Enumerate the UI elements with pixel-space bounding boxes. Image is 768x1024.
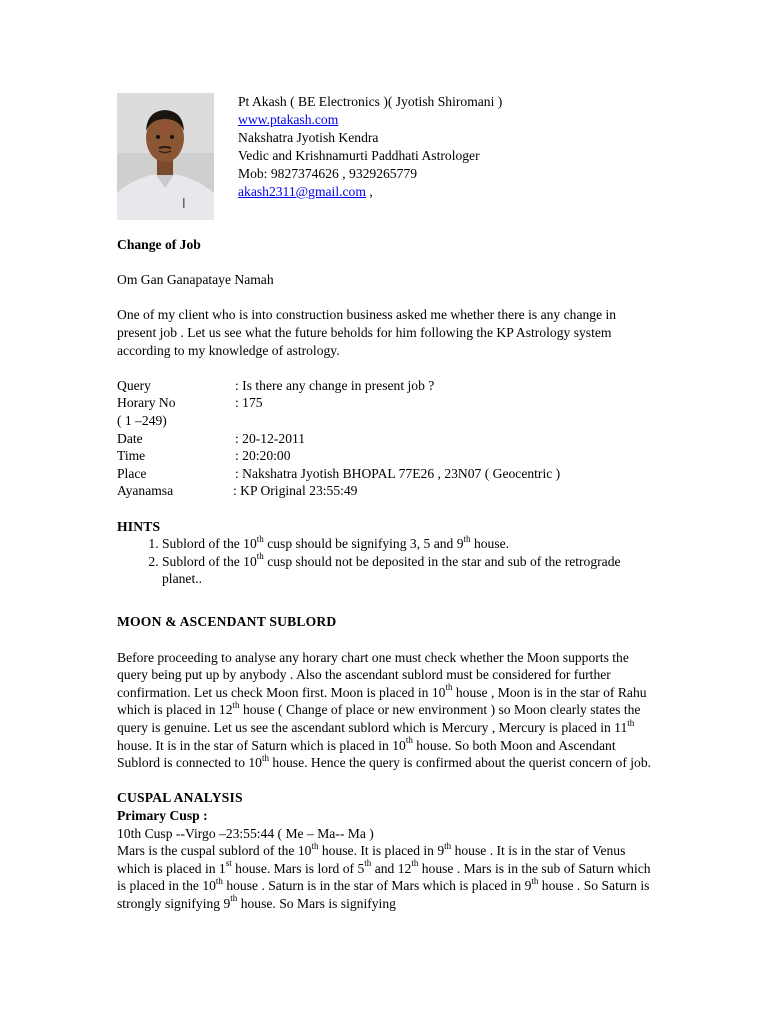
moon-paragraph: Before proceeding to analyse any horary chart one must check whether the Moon supports the query being put up by anybody . Also the ascendant sublord must be considered for further confirmation. Let us check Moon first. Moon is placed in 10th house , Moon is in the star of Rahu which is placed in 12th house ( Change of place or new environment ) so Moon clearly states the query is genuine. Let us see the ascendant sublord which is Mercury , Mercury is placed in 11th house. It is in the star of Saturn which is placed in 10th house. So both Moon and Ascendant Sublord is connected to 10th house. Hence the query is confirmed about the querist concern of job. [117,649,652,771]
hints-heading: HINTS [117,518,161,534]
author-photo [117,93,214,220]
cusp-line: 10th Cusp --Virgo –23:55:44 ( Me – Ma-- Ma ) [117,825,374,841]
time-value: : 20:20:00 [235,448,291,464]
cuspal-paragraph: Mars is the cuspal sublord of the 10th house. It is placed in 9th house . It is in the star of Venus which is placed in 1st house. Mars is lord of 5th and 12th house . Mars is in the sub of Saturn which is placed in the 10th house . Saturn is in the star of Mars which is placed in 9th house . So Saturn is strongly signifying 9th house. So Mars is signifying [117,840,651,911]
portrait-image [117,93,214,220]
query-label: Query [117,377,151,393]
horary-value: : 175 [235,395,263,411]
author-name: Pt Akash ( BE Electronics )( Jyotish Shiromani ) [238,94,503,109]
date-label: Date [117,430,143,446]
mobile-numbers: Mob: 9827374626 , 9329265779 [238,166,417,181]
organization: Nakshatra Jyotish Kendra [238,130,379,145]
horary-label: Horary No [117,395,176,411]
document-body [117,236,652,913]
query-value: : Is there any change in present job ? [235,377,435,393]
moon-heading: MOON & ASCENDANT SUBLORD [117,614,337,630]
email-link[interactable]: akash2311@gmail.com [238,184,366,199]
email-suffix: , [365,184,373,199]
hints-list [117,535,652,588]
document-title: Change of Job [117,237,201,252]
author-role: Vedic and Krishnamurti Paddhati Astrologer [238,148,480,163]
hint-item: 2. Sublord of the 10th cusp should not be deposited in the star and sub of the retrograde planet.. [162,553,652,588]
date-value: : 20-12-2011 [235,430,306,446]
ayanamsa-label: Ayanamsa [117,483,174,499]
primary-cusp-heading: Primary Cusp : [117,808,208,823]
author-header [238,93,718,201]
cuspal-heading: CUSPAL ANALYSIS [117,790,243,806]
hint-item: 1. Sublord of the 10th cusp should be signifying 3, 5 and 9th house. [162,535,652,553]
website-link[interactable]: www.ptakash.com [238,112,339,127]
query-details [117,377,652,500]
time-label: Time [117,448,146,464]
place-value: : Nakshatra Jyotish BHOPAL 77E26 , 23N07 ( Geocentric ) [235,465,561,481]
place-label: Place [117,465,147,481]
ayanamsa-value: : KP Original 23:55:49 [233,483,358,499]
invocation: Om Gan Ganapataye Namah [117,272,274,288]
intro-paragraph: One of my client who is into construction business asked me whether there is any change in present job . Let us see what the future beholds for him following the KP Astrology system according to my knowledge of astrology. [117,307,617,358]
horary-range: ( 1 –249) [117,412,167,428]
